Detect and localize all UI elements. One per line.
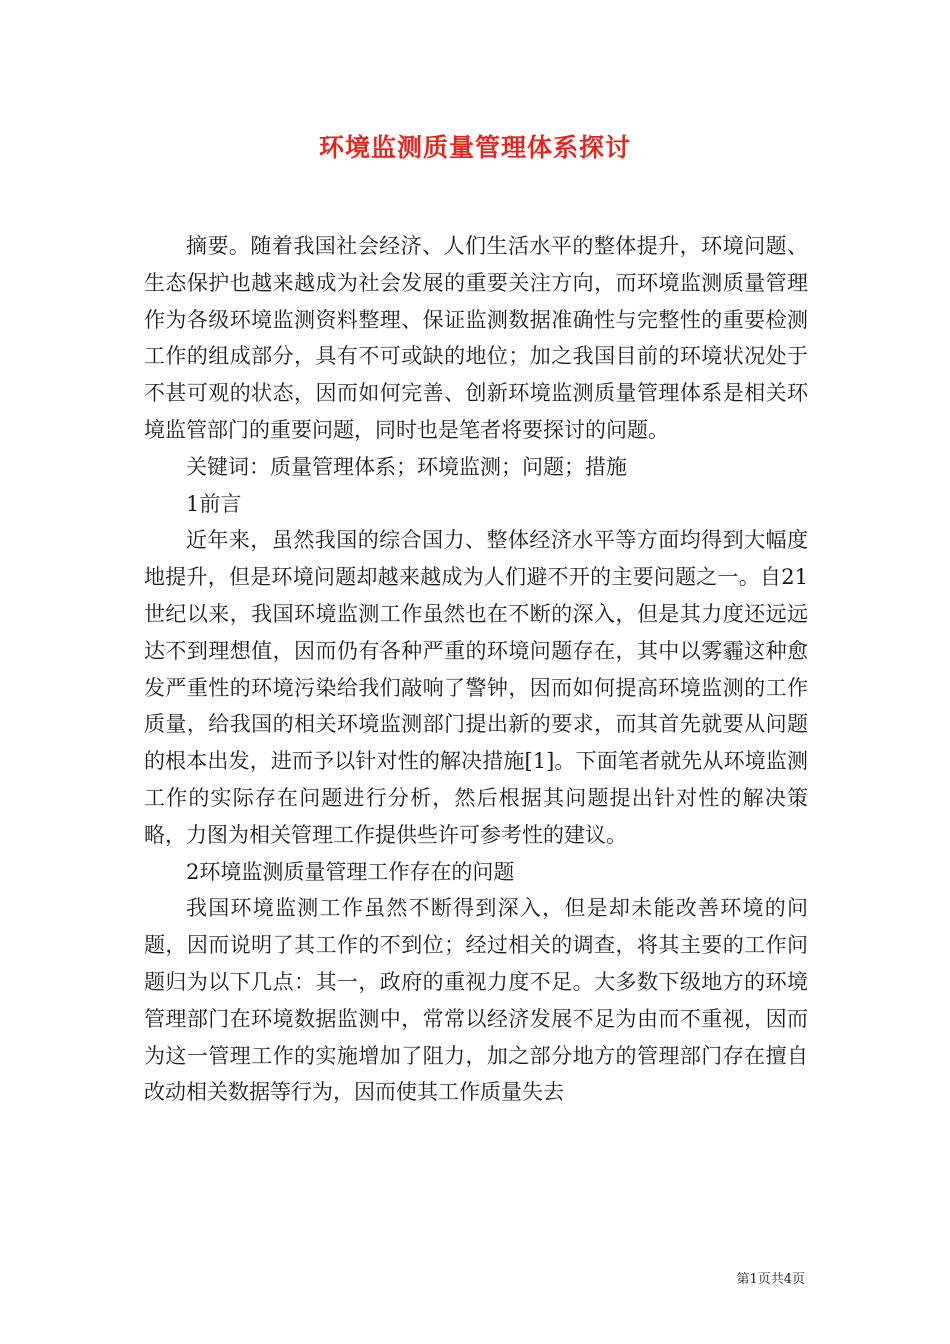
section-heading-1: 1前言 [186, 491, 242, 516]
keywords-paragraph: 关键词：质量管理体系；环境监测；问题；措施 [186, 454, 627, 479]
abstract-paragraph: 摘要。随着我国社会经济、人们生活水平的整体提升，环境问题、生态保护也越来越成为社会发展的重要关注方向，而环境监测质量管理作为各级环境监测资料整理、保证监测数据准确性与完整性的重要检测工作的组成部分，具有不可或缺的地位；加之我国目前的环境状况处于不甚可观的状态，因而如何完善、创新环境监测质量管理体系是相关环境监管部门的重要问题，同时也是笔者将要探讨的问题。 [144, 234, 808, 442]
document-body [144, 228, 808, 1111]
section-heading-2: 2环境监测质量管理工作存在的问题 [186, 859, 515, 884]
document-title: 环境监测质量管理体系探讨 [318, 133, 631, 162]
body-paragraph: 我国环境监测工作虽然不断得到深入，但是却未能改善环境的问题，因而说明了其工作的不到位；经过相关的调查，将其主要的工作问题归为以下几点：其一，政府的重视力度不足。大多数下级地方的环境管理部门在环境数据监测中，常常以经济发展不足为由而不重视，因而为这一管理工作的实施增加了阻力，加之部分地方的管理部门存在擅自改动相关数据等行为，因而使其工作质量失去 [144, 896, 808, 1105]
body-paragraph: 近年来，虽然我国的综合国力、整体经济水平等方面均得到大幅度地提升，但是环境问题却越来越成为人们避不开的主要问题之一。自21世纪以来，我国环境监测工作虽然也在不断的深入，但是其力度还远远达不到理想值，因而仍有各种严重的环境问题存在，其中以雾霾这种愈发严重性的环境污染给我们敲响了警钟，因而如何提高环境监测的工作质量，给我国的相关环境监测部门提出新的要求，而其首先就要从问题的根本出发，进而予以针对性的解决措施[1]。下面笔者就先从环境监测工作的实际存在问题进行分析，然后根据其问题提出针对性的解决策略，力图为相关管理工作提供些许可参考性的建议。 [144, 528, 808, 847]
page-number-footer: 第1页共4页 [736, 1272, 805, 1287]
